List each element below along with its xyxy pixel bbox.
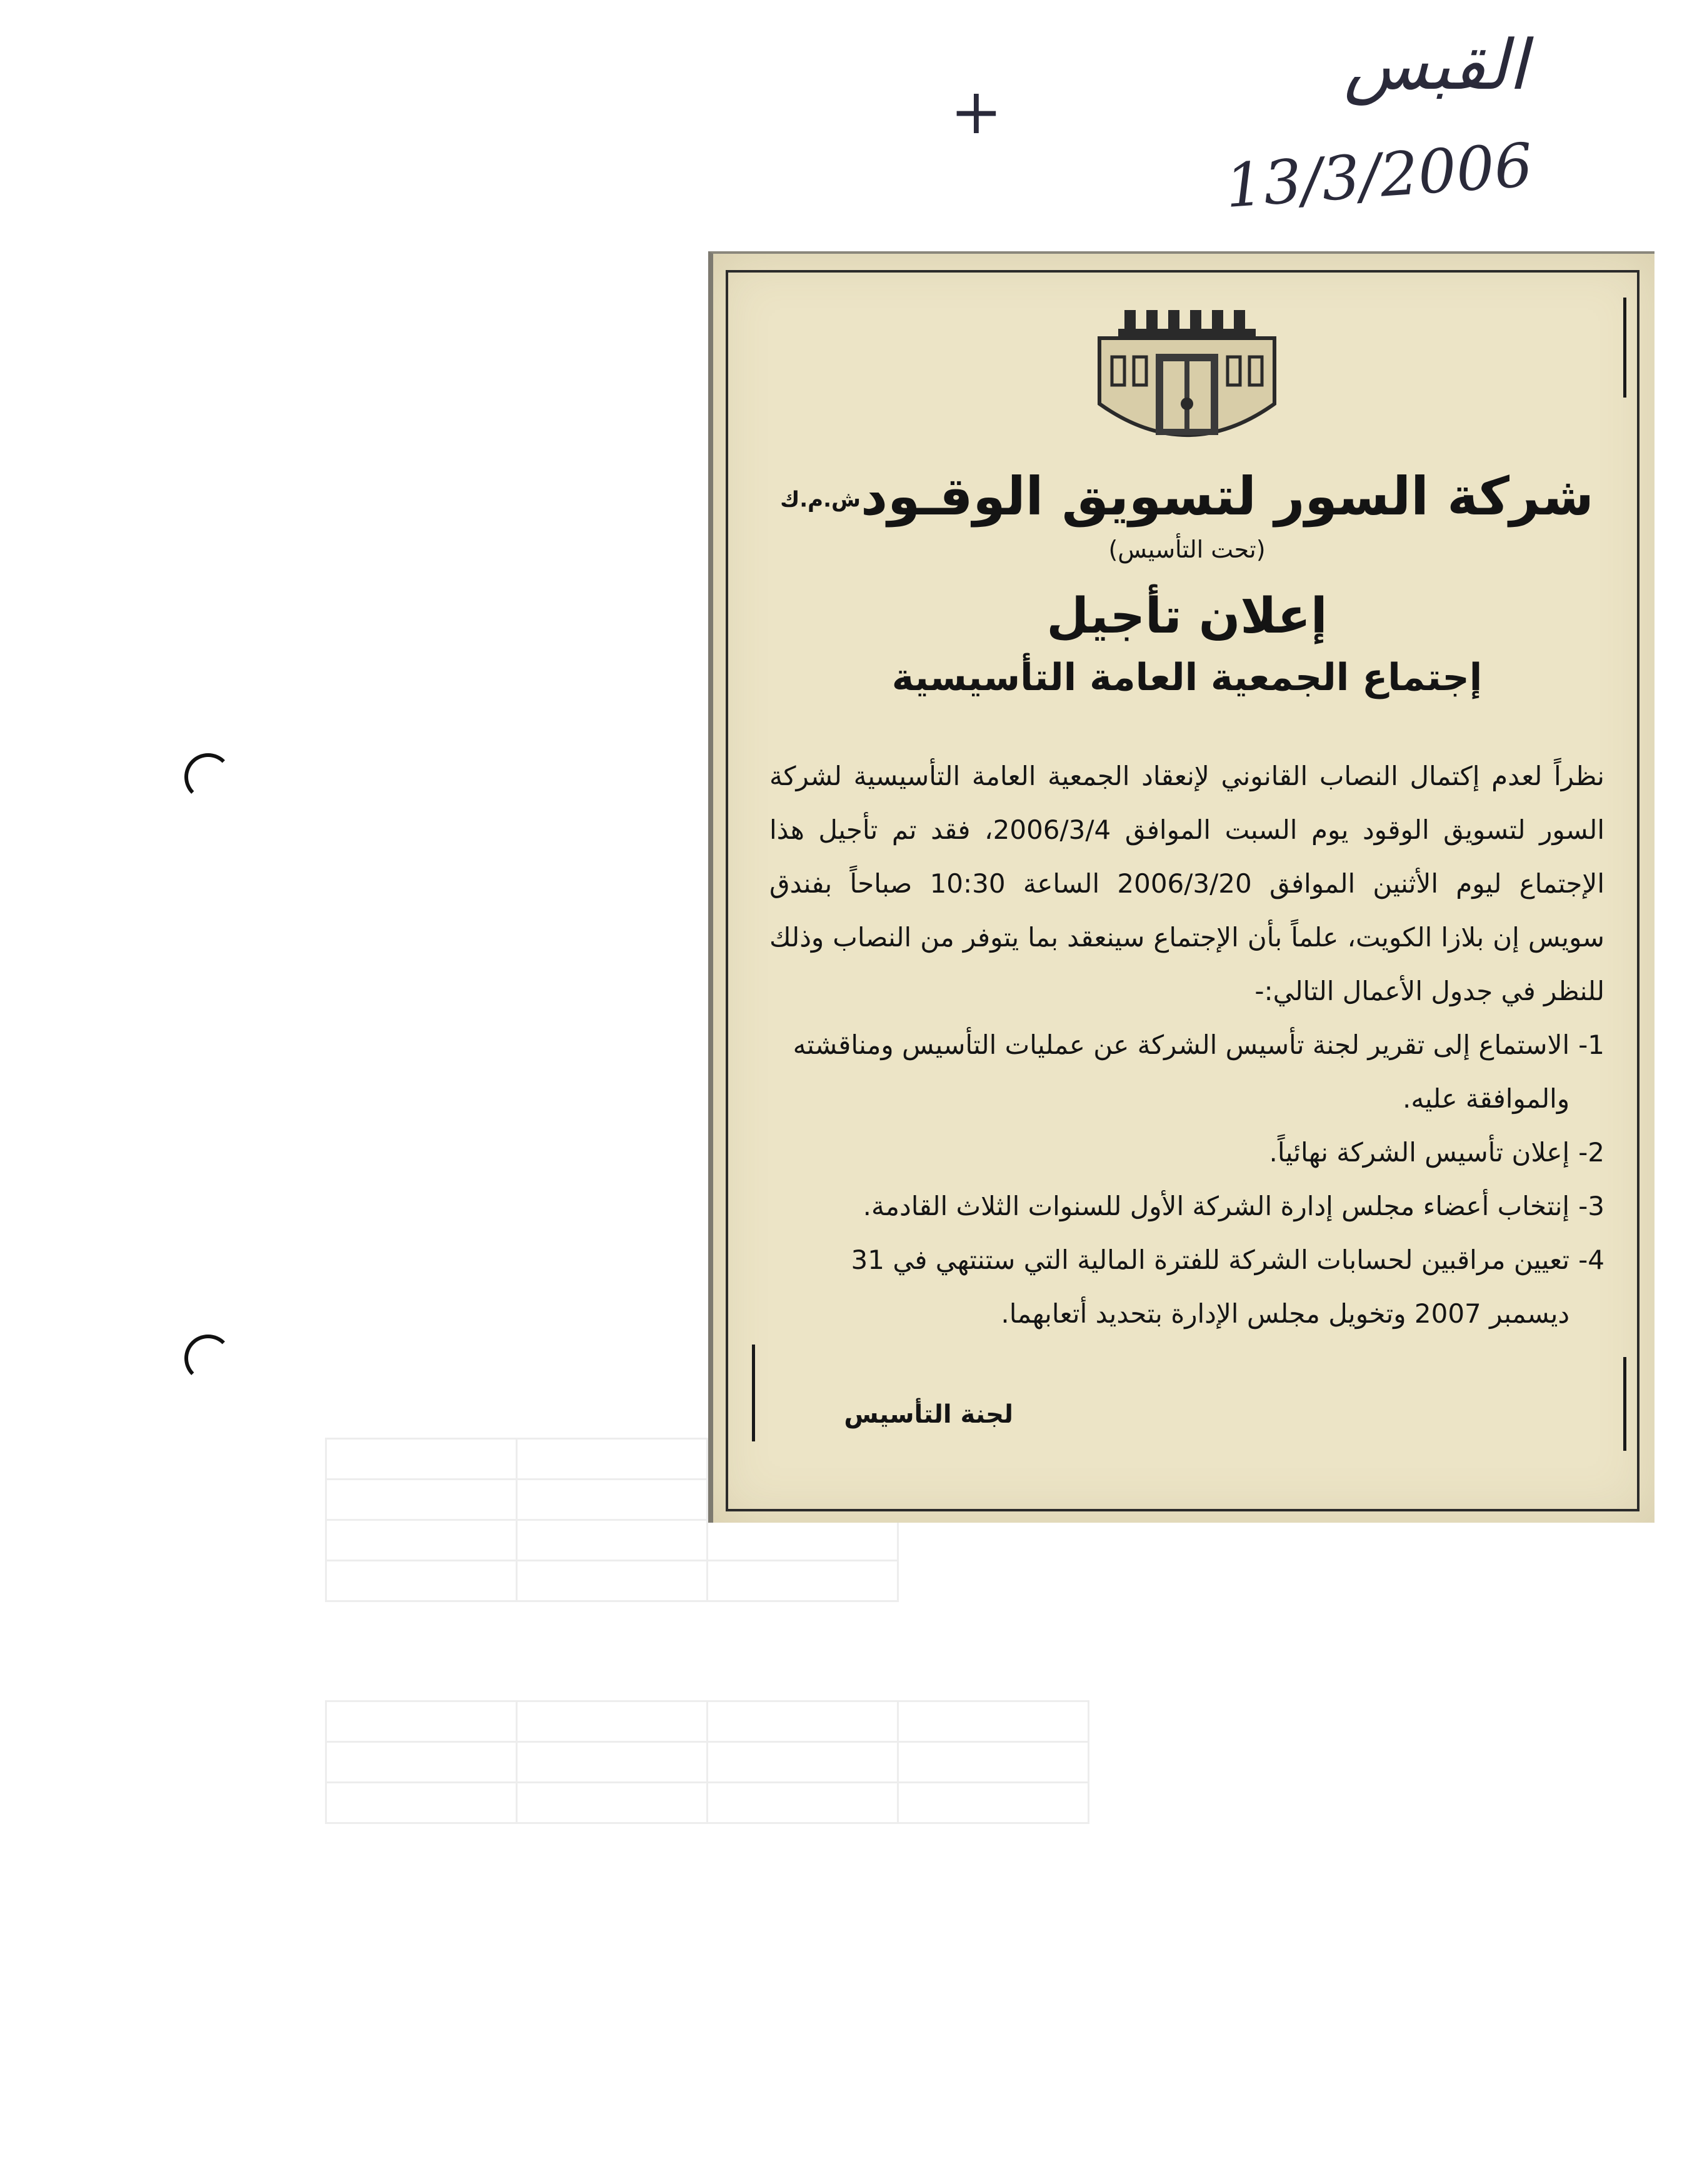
meeting-title: إجتماع الجمعية العامة التأسيسية (891, 655, 1483, 699)
agenda-item-2 (769, 1126, 1604, 1180)
company-suffix: ش.م.ك (780, 487, 861, 513)
agenda-item-1 (769, 1018, 1604, 1126)
agenda-item-4 (769, 1233, 1604, 1341)
agenda-item-3 (769, 1180, 1604, 1233)
company-logo (1087, 310, 1287, 454)
bracket-bottom-right (1623, 1357, 1626, 1451)
notice-title: إعلان تأجيل (1046, 588, 1328, 644)
agenda-number: 4- (1578, 1244, 1604, 1275)
clipping-content (769, 310, 1604, 1341)
agenda-text: إعلان تأسيس الشركة نهائياً. (1269, 1136, 1570, 1168)
handwritten-source: القبس (1344, 25, 1528, 105)
company-status: (تحت التأسيس) (1108, 535, 1266, 563)
bracket-top-right (1623, 298, 1626, 398)
agenda-text: الاستماع إلى تقرير لجنة تأسيس الشركة عن عمليات التأسيس ومناقشته والموافقة عليه. (793, 1029, 1570, 1114)
agenda-number: 3- (1578, 1190, 1604, 1221)
show-through-table-bottom (325, 1700, 1089, 1824)
agenda-number: 1- (1578, 1029, 1604, 1060)
company-name (769, 466, 1604, 527)
notice-body: نظراً لعدم إكتمال النصاب القانوني لإنعقاد الجمعية العامة التأسيسية لشركة السور لتسويق الوقود يوم السبت الموافق 2006/3/4، فقد تم تأجيل هذا الإجتماع ليوم الأثنين الموافق 2006/3/20 الساعة 10:30 صباحاً بفندق سويس إن بلازا الكويت، علماً بأن الإجتماع سينعقد بما يتوفر من النصاب وذلك للنظر في جدول الأعمال التالي:- (769, 760, 1605, 1006)
newspaper-clipping (708, 251, 1654, 1523)
handwritten-mark: + (950, 75, 1003, 148)
agenda-number: 2- (1578, 1136, 1604, 1168)
agenda-list (769, 1018, 1604, 1341)
company-name-text: شركة السور لتسويق الوقـود (860, 466, 1594, 527)
signature: لجنة التأسيس (844, 1400, 1013, 1429)
agenda-text: تعيين مراقبين لحسابات الشركة للفترة المالية التي ستنتهي في 31 ديسمبر 2007 وتخويل مجلس الإدارة بتحديد أتعابهما. (851, 1244, 1570, 1329)
punch-hole-bottom (184, 1335, 232, 1382)
handwritten-date: 13/3/2006 (1223, 129, 1535, 222)
agenda-text: إنتخاب أعضاء مجلس إدارة الشركة الأول للسنوات الثلاث القادمة. (863, 1190, 1570, 1221)
punch-hole-top (184, 753, 232, 801)
